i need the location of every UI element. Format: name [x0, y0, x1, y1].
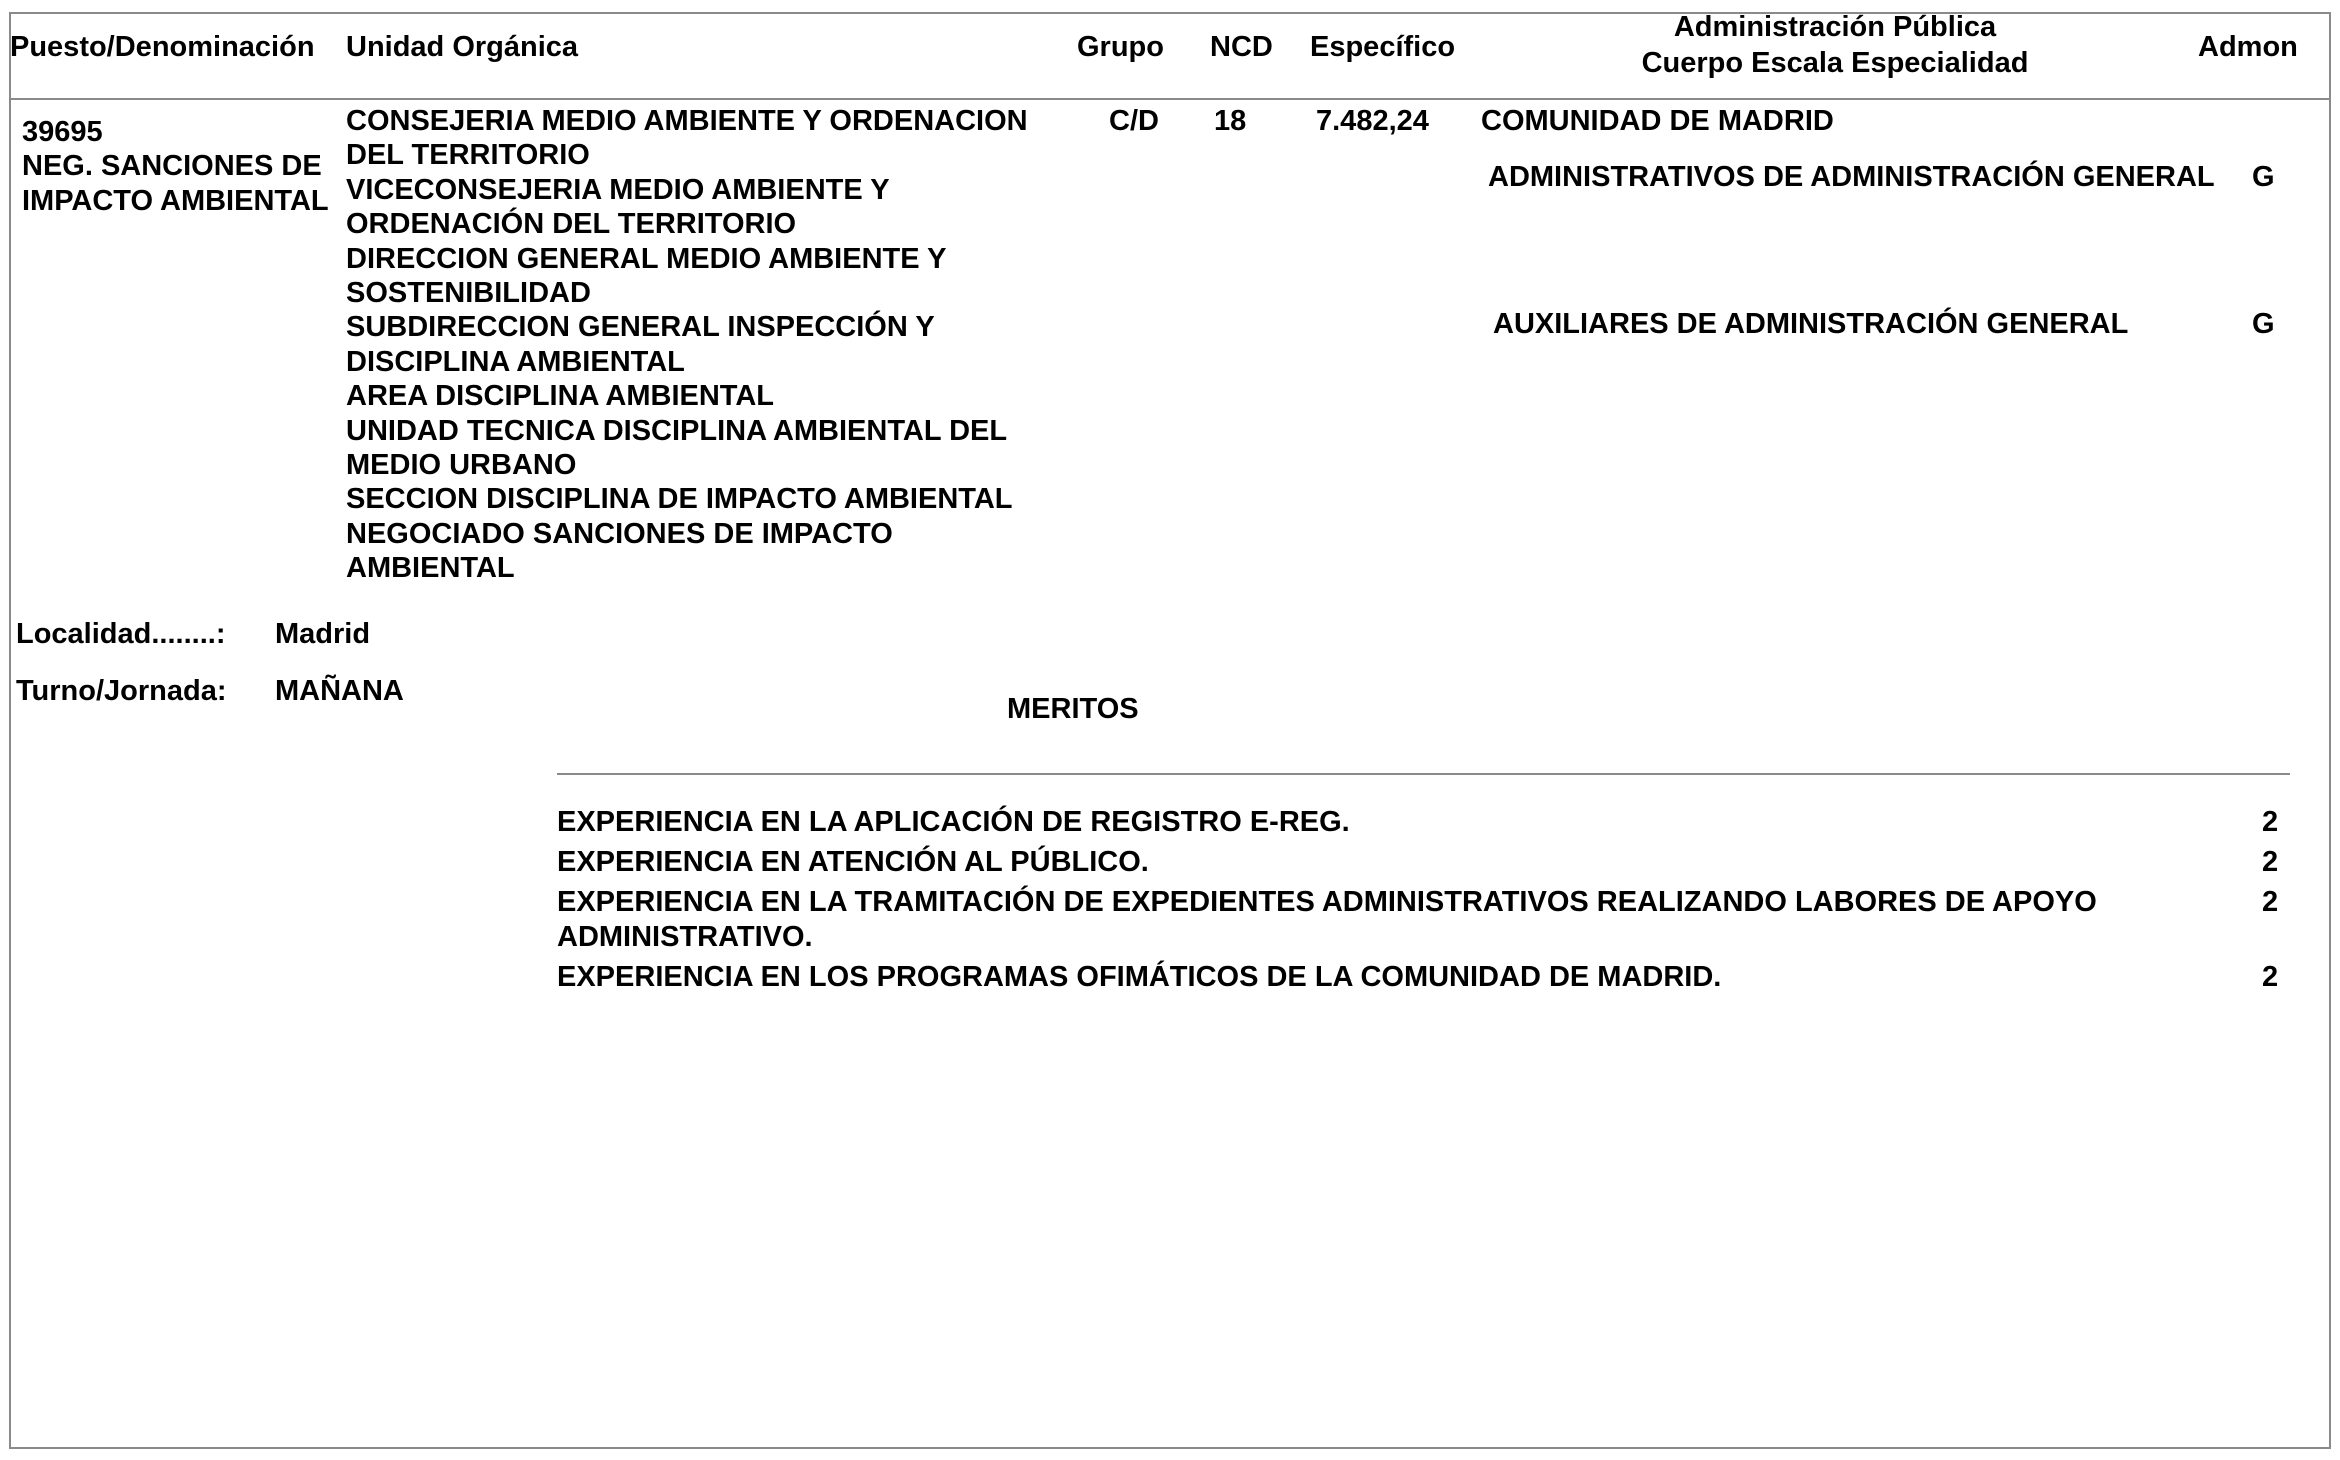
merito-text: EXPERIENCIA EN LA APLICACIÓN DE REGISTRO E-REG. — [557, 806, 1350, 838]
localidad-value: Madrid — [275, 618, 371, 650]
turno-label: Turno/Jornada: — [16, 675, 227, 707]
meritos-divider — [557, 773, 2290, 775]
header-especifico: Específico — [1310, 31, 1456, 63]
unidad-line: SOSTENIBILIDAD — [346, 277, 591, 310]
merito-text: EXPERIENCIA EN ATENCIÓN AL PÚBLICO. — [557, 846, 1149, 878]
header-divider — [9, 98, 2331, 100]
meritos-title: MERITOS — [1007, 693, 1139, 725]
record-code: 39695 — [22, 116, 103, 148]
unidad-line: DIRECCION GENERAL MEDIO AMBIENTE Y — [346, 242, 947, 275]
merito-points: 2 — [2262, 846, 2279, 878]
unidad-line: SUBDIRECCION GENERAL INSPECCIÓN Y — [346, 311, 935, 344]
record-denominacion-line: IMPACTO AMBIENTAL — [22, 184, 329, 217]
header-administracion-publica: Administración Pública — [1673, 11, 1997, 43]
header-grupo: Grupo — [1077, 31, 1164, 63]
unidad-line: SECCION DISCIPLINA DE IMPACTO AMBIENTAL — [346, 483, 1013, 516]
unidad-line: ORDENACIÓN DEL TERRITORIO — [346, 208, 797, 241]
record-especifico: 7.482,24 — [1316, 105, 1429, 137]
unidad-line: DEL TERRITORIO — [346, 139, 590, 172]
record-grupo: C/D — [1109, 105, 1159, 137]
localidad-label: Localidad........: — [16, 618, 226, 650]
header-unidad: Unidad Orgánica — [346, 31, 579, 63]
unidad-line: CONSEJERIA MEDIO AMBIENTE Y ORDENACION — [346, 105, 1028, 137]
merito-text: EXPERIENCIA EN LOS PROGRAMAS OFIMÁTICOS DE LA COMUNIDAD DE MADRID. — [557, 961, 1722, 993]
record-administracion: COMUNIDAD DE MADRID — [1481, 105, 1834, 137]
record-cuerpo-admon: G — [2252, 161, 2275, 193]
merito-points: 2 — [2262, 806, 2279, 838]
header-ncd: NCD — [1210, 31, 1273, 63]
record-unidad-organica — [346, 104, 1028, 586]
record-ncd: 18 — [1214, 105, 1247, 137]
unidad-line: NEGOCIADO SANCIONES DE IMPACTO — [346, 517, 893, 550]
unidad-line: DISCIPLINA AMBIENTAL — [346, 345, 685, 378]
unidad-line: VICECONSEJERIA MEDIO AMBIENTE Y — [346, 173, 890, 206]
merito-points: 2 — [2262, 961, 2279, 993]
header-puesto: Puesto/Denominación — [10, 31, 315, 63]
unidad-line: UNIDAD TECNICA DISCIPLINA AMBIENTAL DEL — [346, 414, 1008, 447]
turno-value: MAÑANA — [275, 675, 404, 707]
record-puesto — [22, 115, 329, 218]
merito-points: 2 — [2262, 886, 2279, 918]
record-cuerpo-name: ADMINISTRATIVOS DE ADMINISTRACIÓN GENERAL — [1488, 161, 2215, 193]
unidad-line: AREA DISCIPLINA AMBIENTAL — [346, 380, 775, 413]
merito-text-continued: ADMINISTRATIVO. — [557, 921, 813, 953]
header-cuerpo-escala: Cuerpo Escala Especialidad — [1641, 47, 2029, 79]
record-cuerpo-name: AUXILIARES DE ADMINISTRACIÓN GENERAL — [1493, 308, 2129, 340]
unidad-line: MEDIO URBANO — [346, 449, 577, 482]
header-admon: Admon — [2198, 31, 2298, 63]
record-cuerpo-admon: G — [2252, 308, 2275, 340]
record-denominacion-line: NEG. SANCIONES DE — [22, 150, 322, 183]
merito-text: EXPERIENCIA EN LA TRAMITACIÓN DE EXPEDIENTES ADMINISTRATIVOS REALIZANDO LABORES DE APOYO — [557, 886, 2097, 918]
unidad-line: AMBIENTAL — [346, 552, 515, 585]
